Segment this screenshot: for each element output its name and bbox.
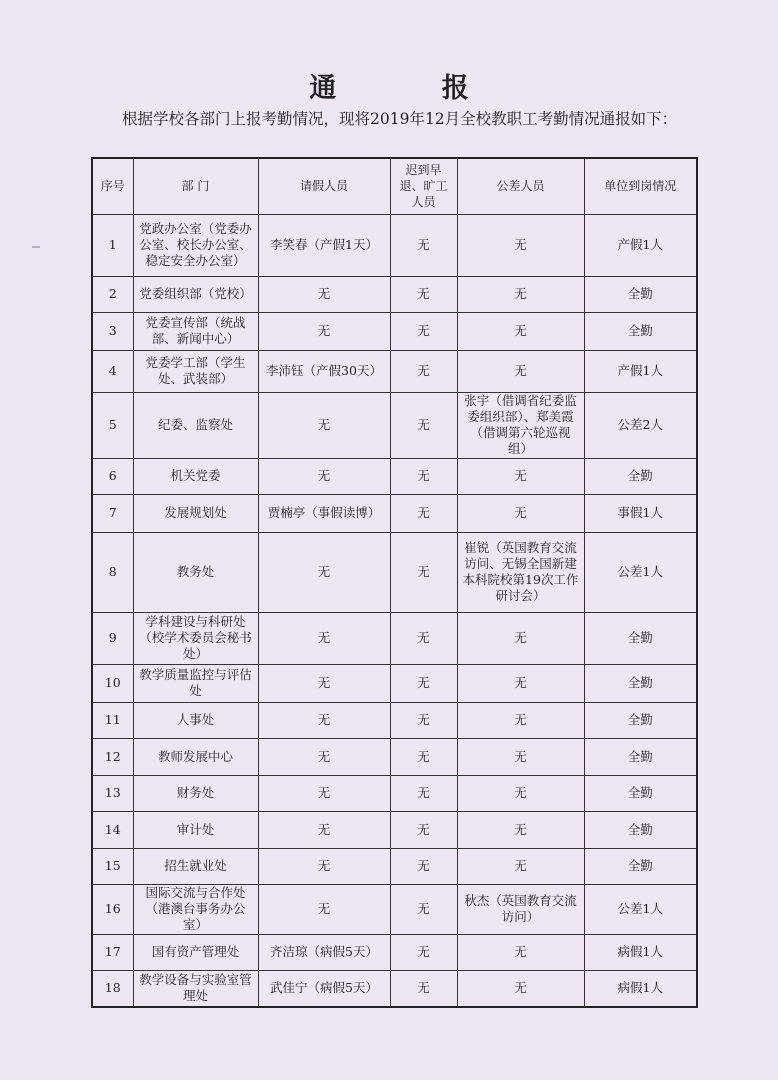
- late-absent-cell: 无: [390, 811, 457, 848]
- index-cell: 5: [92, 392, 133, 458]
- business-trip-cell: 无: [457, 702, 584, 738]
- leave-cell: 无: [258, 392, 390, 458]
- attendance-status-cell: 全勤: [584, 738, 697, 775]
- table-row: [92, 312, 697, 350]
- table-row: [92, 848, 697, 884]
- department-cell: 党政办公室（党委办公室、校长办公室、稳定安全办公室）: [133, 214, 258, 276]
- department-cell: 招生就业处: [133, 848, 258, 884]
- index-cell: 16: [92, 884, 133, 934]
- table-row: [92, 276, 697, 312]
- table-row: [92, 214, 697, 276]
- department-cell: 党委学工部（学生处、武装部）: [133, 350, 258, 392]
- attendance-status-cell: 全勤: [584, 702, 697, 738]
- table-row: [92, 350, 697, 392]
- header-attendance-status: 单位到岗情况: [584, 158, 697, 214]
- header-leave: 请假人员: [258, 158, 390, 214]
- late-absent-cell: 无: [390, 532, 457, 612]
- table-row: [92, 612, 697, 664]
- late-absent-cell: 无: [390, 970, 457, 1007]
- department-cell: 人事处: [133, 702, 258, 738]
- table-row: [92, 738, 697, 775]
- attendance-status-cell: 公差1人: [584, 532, 697, 612]
- attendance-status-cell: 全勤: [584, 775, 697, 811]
- index-cell: 13: [92, 775, 133, 811]
- table-row: [92, 494, 697, 532]
- department-cell: 学科建设与科研处（校学术委员会秘书处）: [133, 612, 258, 664]
- table-row: [92, 934, 697, 970]
- leave-cell: 贾楠亭（事假读博）: [258, 494, 390, 532]
- index-cell: 4: [92, 350, 133, 392]
- leave-cell: 无: [258, 775, 390, 811]
- index-cell: 14: [92, 811, 133, 848]
- department-cell: 纪委、监察处: [133, 392, 258, 458]
- index-cell: 3: [92, 312, 133, 350]
- late-absent-cell: 无: [390, 350, 457, 392]
- leave-cell: 李沛钰（产假30天）: [258, 350, 390, 392]
- attendance-status-cell: 全勤: [584, 276, 697, 312]
- leave-cell: 无: [258, 458, 390, 494]
- header-late-absent: 迟到早退、旷工人员: [390, 158, 457, 214]
- index-cell: 9: [92, 612, 133, 664]
- business-trip-cell: 无: [457, 970, 584, 1007]
- late-absent-cell: 无: [390, 612, 457, 664]
- attendance-status-cell: 病假1人: [584, 970, 697, 1007]
- business-trip-cell: 无: [457, 458, 584, 494]
- leave-cell: 无: [258, 702, 390, 738]
- late-absent-cell: 无: [390, 884, 457, 934]
- business-trip-cell: 崔锐（英国教育交流访问、无锡全国新建本科院校第19次工作研讨会）: [457, 532, 584, 612]
- attendance-status-cell: 全勤: [584, 458, 697, 494]
- late-absent-cell: 无: [390, 214, 457, 276]
- late-absent-cell: 无: [390, 312, 457, 350]
- department-cell: 国有资产管理处: [133, 934, 258, 970]
- table-row: [92, 458, 697, 494]
- leave-cell: 无: [258, 612, 390, 664]
- index-cell: 6: [92, 458, 133, 494]
- table-row: [92, 970, 697, 1007]
- business-trip-cell: 无: [457, 350, 584, 392]
- business-trip-cell: 无: [457, 276, 584, 312]
- table-row: [92, 884, 697, 934]
- index-cell: 7: [92, 494, 133, 532]
- business-trip-cell: 无: [457, 934, 584, 970]
- attendance-status-cell: 病假1人: [584, 934, 697, 970]
- leave-cell: 无: [258, 811, 390, 848]
- index-cell: 12: [92, 738, 133, 775]
- leave-cell: 齐洁琼（病假5天）: [258, 934, 390, 970]
- department-cell: 教学质量监控与评估处: [133, 664, 258, 702]
- document-title: 通 报: [309, 73, 517, 104]
- attendance-status-cell: 全勤: [584, 811, 697, 848]
- late-absent-cell: 无: [390, 934, 457, 970]
- business-trip-cell: 无: [457, 494, 584, 532]
- department-cell: 发展规划处: [133, 494, 258, 532]
- leave-cell: 无: [258, 884, 390, 934]
- attendance-table: [91, 157, 698, 1008]
- attendance-status-cell: 产假1人: [584, 214, 697, 276]
- business-trip-cell: 无: [457, 214, 584, 276]
- business-trip-cell: 无: [457, 738, 584, 775]
- late-absent-cell: 无: [390, 702, 457, 738]
- table-body: [92, 214, 697, 1007]
- business-trip-cell: 无: [457, 664, 584, 702]
- department-cell: 教师发展中心: [133, 738, 258, 775]
- leave-cell: 无: [258, 848, 390, 884]
- department-cell: 教务处: [133, 532, 258, 612]
- attendance-status-cell: 全勤: [584, 848, 697, 884]
- attendance-status-cell: 公差2人: [584, 392, 697, 458]
- department-cell: 党委宣传部（统战部、新闻中心）: [133, 312, 258, 350]
- table-header-row: [92, 158, 697, 214]
- late-absent-cell: 无: [390, 848, 457, 884]
- business-trip-cell: 无: [457, 775, 584, 811]
- leave-cell: 无: [258, 532, 390, 612]
- late-absent-cell: 无: [390, 494, 457, 532]
- late-absent-cell: 无: [390, 664, 457, 702]
- table-row: [92, 664, 697, 702]
- leave-cell: 武佳宁（病假5天）: [258, 970, 390, 1007]
- index-cell: 18: [92, 970, 133, 1007]
- business-trip-cell: 无: [457, 811, 584, 848]
- index-cell: 2: [92, 276, 133, 312]
- department-cell: 审计处: [133, 811, 258, 848]
- late-absent-cell: 无: [390, 458, 457, 494]
- table-row: [92, 702, 697, 738]
- business-trip-cell: 秋杰（英国教育交流访问）: [457, 884, 584, 934]
- late-absent-cell: 无: [390, 392, 457, 458]
- table-row: [92, 775, 697, 811]
- scan-mark: [32, 246, 40, 248]
- index-cell: 15: [92, 848, 133, 884]
- attendance-status-cell: 产假1人: [584, 350, 697, 392]
- department-cell: 财务处: [133, 775, 258, 811]
- late-absent-cell: 无: [390, 276, 457, 312]
- leave-cell: 李笑春（产假1天）: [258, 214, 390, 276]
- index-cell: 11: [92, 702, 133, 738]
- late-absent-cell: 无: [390, 738, 457, 775]
- business-trip-cell: 无: [457, 848, 584, 884]
- leave-cell: 无: [258, 312, 390, 350]
- late-absent-cell: 无: [390, 775, 457, 811]
- leave-cell: 无: [258, 738, 390, 775]
- index-cell: 10: [92, 664, 133, 702]
- department-cell: 国际交流与合作处（港澳台事务办公室）: [133, 884, 258, 934]
- attendance-status-cell: 全勤: [584, 664, 697, 702]
- intro-text: 根据学校各部门上报考勤情况，现将2019年12月全校教职工考勤情况通报如下：: [122, 110, 678, 128]
- table-row: [92, 532, 697, 612]
- business-trip-cell: 张宇（借调省纪委监委组织部）、郑美霞（借调第六轮巡视组）: [457, 392, 584, 458]
- leave-cell: 无: [258, 276, 390, 312]
- leave-cell: 无: [258, 664, 390, 702]
- table-row: [92, 811, 697, 848]
- header-business-trip: 公差人员: [457, 158, 584, 214]
- intro-paragraph: [90, 108, 700, 130]
- department-cell: 党委组织部（党校）: [133, 276, 258, 312]
- department-cell: 机关党委: [133, 458, 258, 494]
- business-trip-cell: 无: [457, 312, 584, 350]
- department-cell: 教学设备与实验室管理处: [133, 970, 258, 1007]
- business-trip-cell: 无: [457, 612, 584, 664]
- index-cell: 1: [92, 214, 133, 276]
- index-cell: 8: [92, 532, 133, 612]
- attendance-status-cell: 全勤: [584, 312, 697, 350]
- table-row: [92, 392, 697, 458]
- index-cell: 17: [92, 934, 133, 970]
- attendance-status-cell: 公差1人: [584, 884, 697, 934]
- attendance-status-cell: 事假1人: [584, 494, 697, 532]
- header-department: 部 门: [133, 158, 258, 214]
- attendance-status-cell: 全勤: [584, 612, 697, 664]
- header-index: 序号: [92, 158, 133, 214]
